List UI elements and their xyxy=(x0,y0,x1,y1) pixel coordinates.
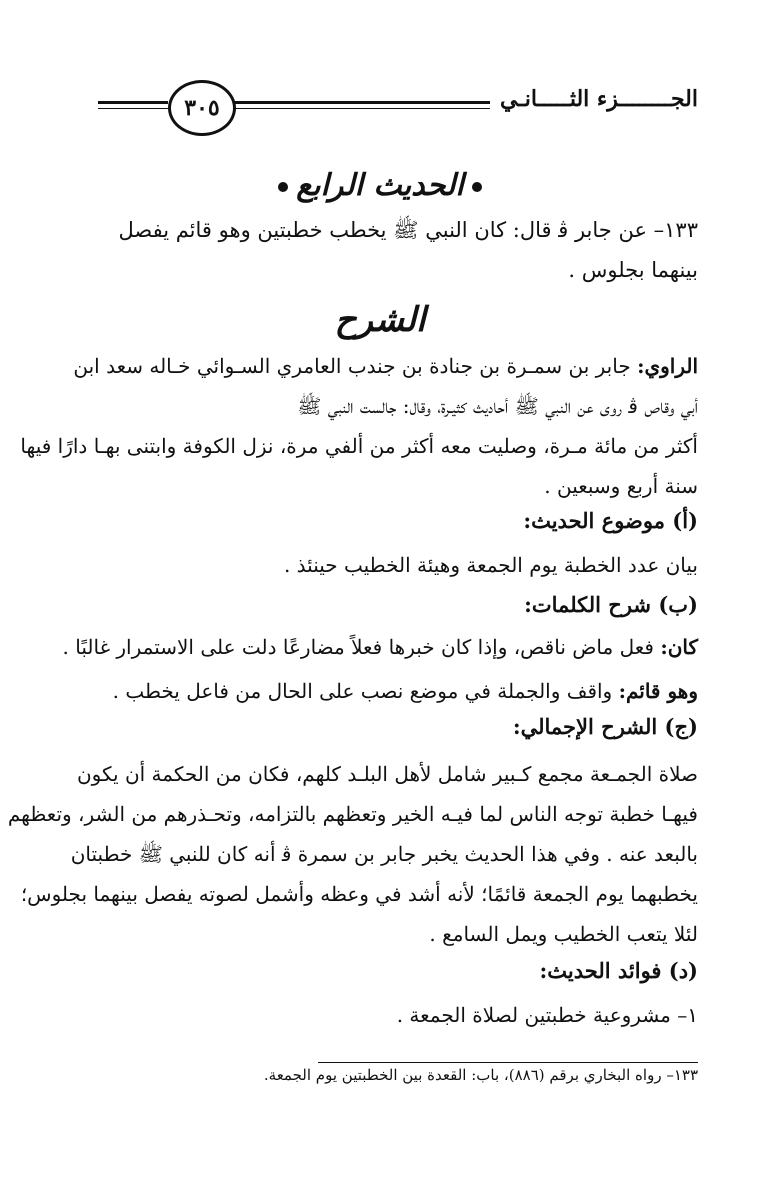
term-label: كان: xyxy=(660,635,698,659)
section-c-line: يخطبهما يوم الجمعة قائمًا؛ لأنه أشد في وعظه وأشمل لصوته يفصل بينهما بجلوس؛ xyxy=(20,882,698,906)
header-rule-left xyxy=(98,101,168,104)
hadith-heading xyxy=(0,168,760,203)
rawi-line xyxy=(52,346,698,386)
section-d-item: ١– مشروعية خطبتين لصلاة الجمعة . xyxy=(396,1003,698,1027)
running-header-title: الجــــــــزء الثـــــانـي xyxy=(499,86,698,112)
section-a-text: بيان عدد الخطبة يوم الجمعة وهيئة الخطيب حينئذ . xyxy=(283,553,698,577)
bullet-dot-icon xyxy=(278,182,288,192)
hadith-text xyxy=(52,210,698,290)
section-c-line: بالبعد عنه . وفي هذا الحديث يخبر جابر بن سمرة ﭬ أنه كان للنبي ﷺ خطبتان xyxy=(70,842,698,866)
section-c-line: صلاة الجمـعة مجمع كـبير شامل لأهل البلـد كلهم، فكان من الحكمة أن يكون xyxy=(76,762,698,786)
bullet-dot-icon xyxy=(472,182,482,192)
rawi-line: سنة أربع وسبعين . xyxy=(544,474,698,498)
header-rule-left-thin xyxy=(98,108,168,109)
section-a-title: (أ) موضوع الحديث: xyxy=(523,508,698,533)
term-definition: فعل ماض ناقص، وإذا كان خبرها فعلاً مضارعًا دلت على الاستمرار غالبًا . xyxy=(62,635,661,659)
section-c-paragraph xyxy=(7,754,698,954)
page-number: ٣٠٥ xyxy=(168,80,236,136)
term-label: وهو قائم: xyxy=(618,679,698,703)
section-d-title: (د) فوائد الحديث: xyxy=(539,958,698,983)
section-b-item1 xyxy=(52,632,698,662)
rawi-line: أبي وقاص ﭬ روى عن النبي ﷺ أحاديث كثيـرة، وقال: جالست النبي ﷺ xyxy=(297,394,698,418)
term-definition: واقف والجملة في موضع نصب على الحال من فاعل يخطب . xyxy=(112,679,619,703)
header-rule-right-thin xyxy=(232,108,490,109)
rawi-label: الراوي: xyxy=(637,354,698,378)
section-c-title: (ج) الشرح الإجمالي: xyxy=(512,714,698,739)
section-c-line: لئلا يتعب الخطيب ويمل السامع . xyxy=(429,922,698,946)
footnote-rule xyxy=(318,1062,698,1063)
rawi-line: أكثر من مائة مـرة، وصليت معه أكثر من ألفي مرة، نزل الكوفة وابتنى بهـا دارًا فيها xyxy=(20,434,698,458)
section-b-title: (ب) شرح الكلمات: xyxy=(524,592,698,617)
hadith-text-line: بينهما بجلوس . xyxy=(568,258,698,282)
hadith-text-line: ١٣٣– عن جابر ﭬ قال: كان النبي ﷺ يخطب خطبتين وهو قائم يفصل xyxy=(118,218,698,242)
sharh-heading: الشرح xyxy=(334,300,426,340)
section-c-line: فيهـا خطبة توجه الناس لما فيـه الخير وتعظهم بالتزامه، وتحـذرهم من الشر، وتعظهم xyxy=(7,802,698,826)
header-rule-right xyxy=(232,101,490,104)
hadith-heading-text: الحديث الرابع xyxy=(296,168,464,203)
section-b-item2 xyxy=(52,676,698,706)
rawi-paragraph xyxy=(20,346,698,506)
footnote: ١٣٣– رواه البخاري برقم (٨٨٦)، باب: القعدة بين الخطبتين يوم الجمعة. xyxy=(263,1066,698,1084)
rawi-line1-text: جابر بن سمـرة بن جنادة بن جندب العامري السـوائي خـاله سعد ابن xyxy=(73,354,638,378)
